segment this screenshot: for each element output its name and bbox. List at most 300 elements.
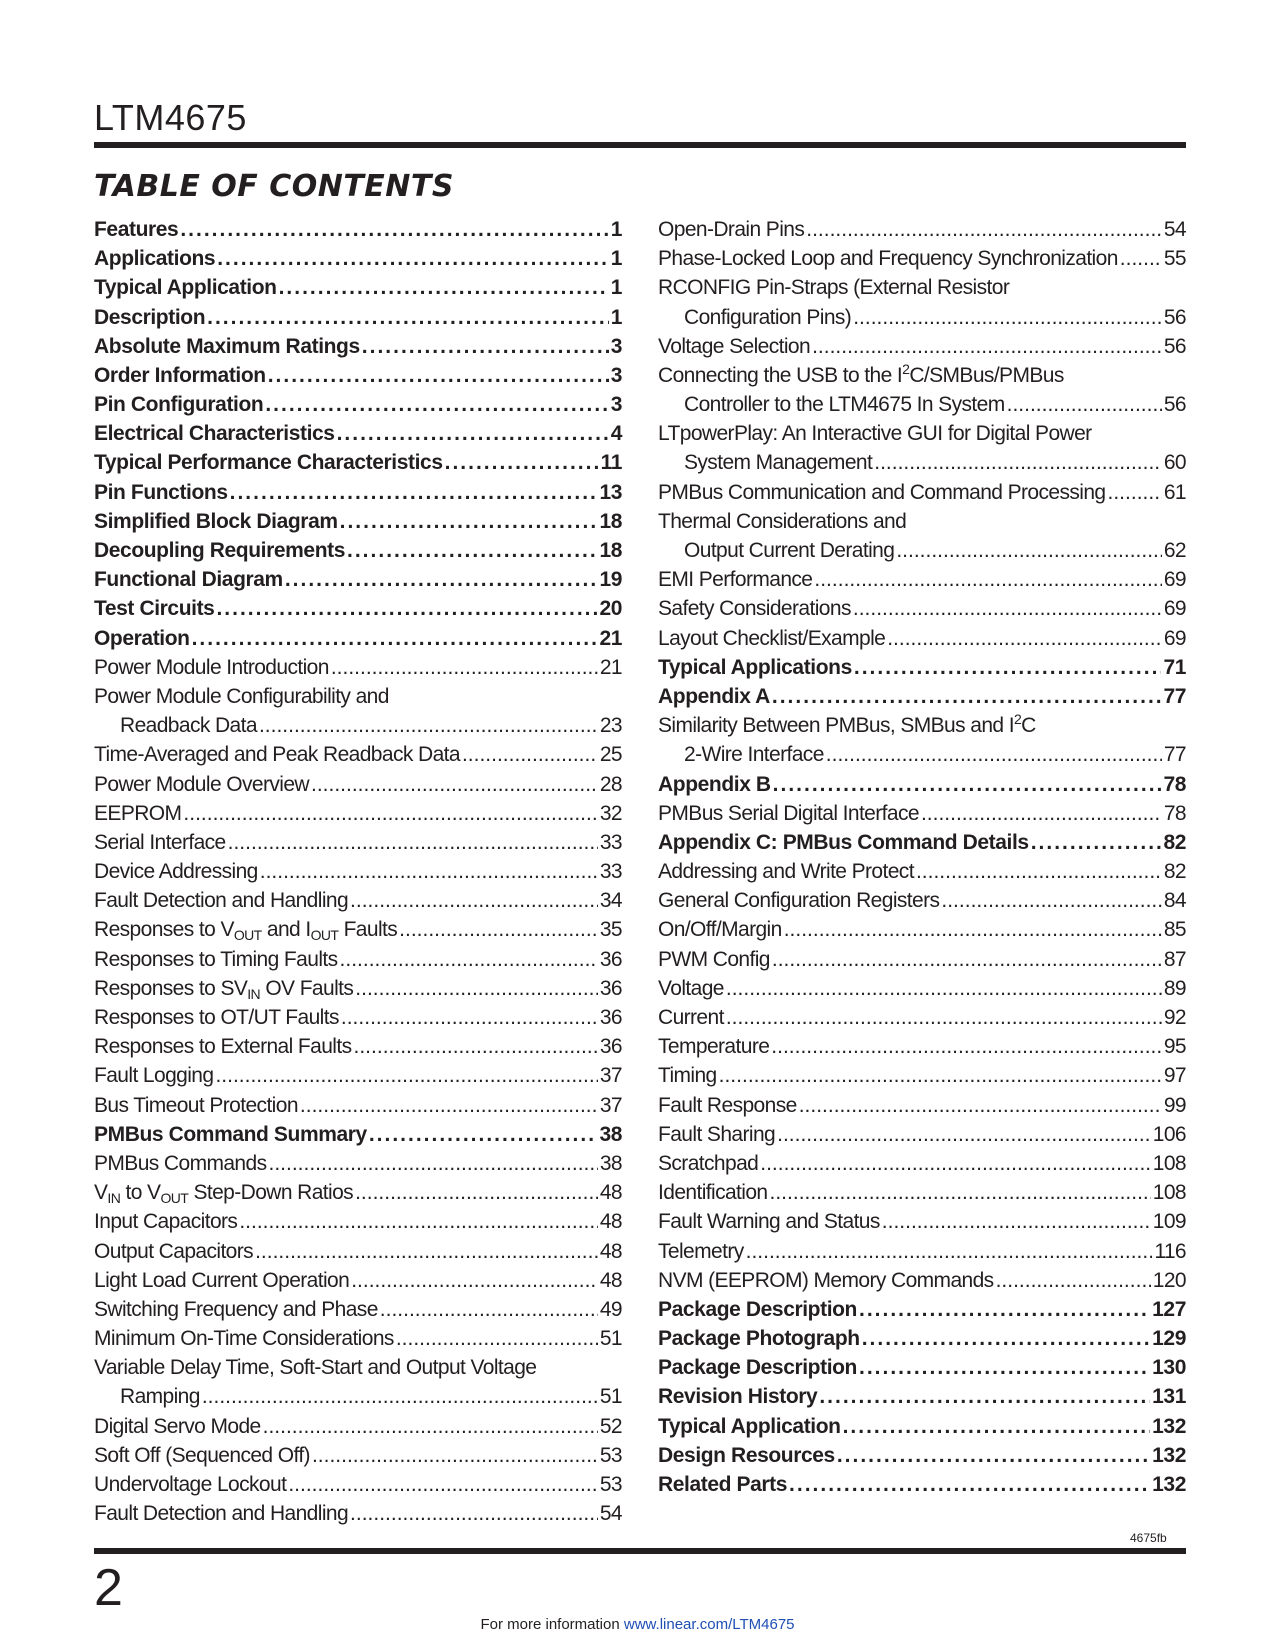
toc-entry-page: 99 xyxy=(1163,1093,1186,1117)
toc-entry-page: 56 xyxy=(1163,305,1186,329)
toc-entry[interactable] xyxy=(658,565,1186,594)
toc-entry-page: 127 xyxy=(1152,1297,1186,1321)
toc-entry-page: 33 xyxy=(599,830,622,854)
toc-entry-page: 82 xyxy=(1163,830,1186,854)
toc-entry-page: 87 xyxy=(1163,947,1186,971)
toc-leader-dots xyxy=(207,303,609,332)
toc-entry-title: Power Module Overview xyxy=(94,772,309,796)
toc-entry-page: 62 xyxy=(1163,539,1186,563)
toc-entry-title: Fault Logging xyxy=(94,1064,214,1088)
toc-entry[interactable] xyxy=(94,244,622,273)
toc-entry-title: Responses to External Faults xyxy=(94,1035,352,1059)
toc-entry[interactable] xyxy=(94,770,622,799)
toc-entry-title: Telemetry xyxy=(658,1239,744,1263)
toc-entry-title: Responses to Timing Faults xyxy=(94,947,338,971)
toc-entry-title: Description xyxy=(94,305,206,329)
toc-leader-dots xyxy=(1031,828,1162,857)
toc-entry-title: Undervoltage Lockout xyxy=(94,1473,287,1497)
toc-leader-dots xyxy=(285,565,598,594)
toc-leader-dots xyxy=(853,594,1162,623)
toc-leader-dots xyxy=(268,361,609,390)
toc-entry[interactable] xyxy=(658,1178,1186,1207)
footer-link[interactable]: www.linear.com/LTM4675 xyxy=(623,1616,795,1633)
toc-entry-title: Power Module Configurability and xyxy=(94,684,389,708)
toc-entry[interactable] xyxy=(658,303,1186,332)
toc-entry-page: 20 xyxy=(599,597,622,621)
toc-entry[interactable] xyxy=(94,215,622,244)
toc-leader-dots xyxy=(814,565,1161,594)
toc-entry[interactable] xyxy=(94,740,622,769)
toc-leader-dots xyxy=(215,1061,597,1090)
toc-entry[interactable] xyxy=(94,419,622,448)
toc-entry[interactable] xyxy=(94,1470,622,1499)
toc-entry-title: Layout Checklist/Example xyxy=(658,626,886,650)
toc-entry-title: Readback Data xyxy=(120,714,257,738)
toc-entry[interactable] xyxy=(658,624,1186,653)
toc-entry-title: PMBus Command Summary xyxy=(94,1122,367,1146)
toc-entry[interactable] xyxy=(94,361,622,390)
toc-entry-page: 3 xyxy=(610,334,622,358)
toc-entry[interactable] xyxy=(94,828,622,857)
toc-entry[interactable] xyxy=(94,1412,622,1441)
toc-entry-title: Features xyxy=(94,217,179,241)
toc-entry[interactable] xyxy=(94,624,622,653)
toc-entry[interactable] xyxy=(658,215,1186,244)
toc-entry-title: Switching Frequency and Phase xyxy=(94,1297,378,1321)
toc-entry-title: Responses to $V_{OUT}$ and $I_{OUT}$ Faults xyxy=(94,918,398,944)
toc-leader-dots xyxy=(859,1295,1150,1324)
toc-leader-dots xyxy=(726,1003,1162,1032)
toc-entry[interactable] xyxy=(658,1470,1186,1499)
toc-entry-page: 77 xyxy=(1163,743,1186,767)
toc-leader-dots xyxy=(1007,390,1162,419)
toc-entry-title: Functional Diagram xyxy=(94,568,283,592)
toc-entry[interactable] xyxy=(94,1207,622,1236)
toc-entry-title: Typical Applications xyxy=(658,655,852,679)
toc-entry[interactable] xyxy=(94,1032,622,1061)
toc-entry-title: Digital Servo Mode xyxy=(94,1414,261,1438)
toc-entry-title: Current xyxy=(658,1006,724,1030)
toc-entry-page: 56 xyxy=(1163,334,1186,358)
document-revision-id: 4675fb xyxy=(1130,1531,1167,1545)
toc-entry-title: Appendix C: PMBus Command Details xyxy=(658,830,1029,854)
toc-leader-dots xyxy=(862,1324,1150,1353)
toc-entry[interactable] xyxy=(658,1032,1186,1061)
toc-entry-title: Fault Warning and Status xyxy=(658,1210,880,1234)
toc-entry xyxy=(658,507,1186,536)
toc-entry-page: 48 xyxy=(599,1181,622,1205)
toc-entry[interactable] xyxy=(94,945,622,974)
toc-entry[interactable] xyxy=(94,390,622,419)
toc-entry-title: Package Description xyxy=(658,1356,857,1380)
toc-entry-title: Responses to $SV_{IN}$ OV Faults xyxy=(94,976,354,1002)
toc-entry[interactable] xyxy=(94,449,622,478)
toc-entry-page: 36 xyxy=(599,947,622,971)
toc-leader-dots xyxy=(260,857,598,886)
toc-entry[interactable] xyxy=(658,770,1186,799)
toc-leader-dots xyxy=(217,244,609,273)
toc-entry-title: Simplified Block Diagram xyxy=(94,509,338,533)
toc-entry-title: Configuration Pins) xyxy=(684,305,852,329)
toc-entry[interactable] xyxy=(658,1295,1186,1324)
toc-entry-title: Operation xyxy=(94,626,190,650)
toc-entry-page: 25 xyxy=(599,743,622,767)
toc-leader-dots xyxy=(853,303,1162,332)
toc-entry-title: PMBus Communication and Command Processing xyxy=(658,480,1106,504)
toc-entry[interactable] xyxy=(658,857,1186,886)
toc-entry[interactable] xyxy=(658,1091,1186,1120)
toc-entry-page: 3 xyxy=(610,393,622,417)
toc-entry-page: 28 xyxy=(599,772,622,796)
toc-entry[interactable] xyxy=(658,886,1186,915)
toc-entry-title: Package Description xyxy=(658,1297,857,1321)
toc-entry-title: Input Capacitors xyxy=(94,1210,238,1234)
toc-leader-dots xyxy=(784,915,1162,944)
toc-entry[interactable] xyxy=(94,536,622,565)
toc-entry-page: 78 xyxy=(1163,801,1186,825)
toc-entry[interactable] xyxy=(658,478,1186,507)
toc-entry[interactable] xyxy=(94,916,622,945)
footer-more-info-text: For more information xyxy=(480,1616,620,1633)
toc-entry[interactable] xyxy=(658,1003,1186,1032)
toc-entry-title: Design Resources xyxy=(658,1443,835,1467)
toc-entry-title: Device Addressing xyxy=(94,860,258,884)
toc-entry-page: 18 xyxy=(599,509,622,533)
toc-entry[interactable] xyxy=(658,1149,1186,1178)
toc-entry-page: 13 xyxy=(599,480,622,504)
toc-entry-page: 32 xyxy=(599,801,622,825)
toc-entry[interactable] xyxy=(658,974,1186,1003)
toc-entry[interactable] xyxy=(94,1383,622,1412)
toc-entry-page: 106 xyxy=(1152,1122,1186,1146)
toc-leader-dots xyxy=(288,1470,598,1499)
toc-entry-page: 51 xyxy=(599,1327,622,1351)
toc-entry-title: Order Information xyxy=(94,363,266,387)
toc-entry xyxy=(658,711,1186,740)
toc-leader-dots xyxy=(837,1441,1150,1470)
toc-entry-page: 11 xyxy=(600,451,622,475)
toc-entry-title: Output Current Derating xyxy=(684,539,895,563)
toc-entry-page: 61 xyxy=(1163,480,1186,504)
toc-entry-page: 38 xyxy=(599,1122,622,1146)
toc-leader-dots xyxy=(230,478,598,507)
toc-entry[interactable] xyxy=(94,1003,622,1032)
toc-entry[interactable] xyxy=(658,1383,1186,1412)
toc-entry[interactable] xyxy=(658,594,1186,623)
toc-leader-dots xyxy=(350,886,598,915)
toc-entry[interactable] xyxy=(658,244,1186,273)
toc-leader-dots xyxy=(396,1324,598,1353)
toc-entry-title: Fault Sharing xyxy=(658,1122,776,1146)
toc-entry[interactable] xyxy=(94,1178,622,1207)
toc-entry-page: 18 xyxy=(599,539,622,563)
toc-leader-dots xyxy=(337,419,609,448)
toc-entry-page: 108 xyxy=(1152,1181,1186,1205)
toc-entry-title: Similarity Between PMBus, SMBus and $I^2C$ xyxy=(658,711,1036,738)
toc-entry-title: $V_{IN}$ to $V_{OUT}$ Step-Down Ratios xyxy=(94,1181,354,1207)
toc-entry-page: 1 xyxy=(610,247,622,271)
toc-entry[interactable] xyxy=(658,1237,1186,1266)
toc-entry-page: 78 xyxy=(1163,772,1186,796)
toc-entry-title: Minimum On-Time Considerations xyxy=(94,1327,394,1351)
toc-entry-page: 3 xyxy=(610,363,622,387)
toc-entry-title: PWM Config xyxy=(658,947,770,971)
toc-leader-dots xyxy=(726,974,1162,1003)
toc-entry-page: 49 xyxy=(599,1297,622,1321)
toc-entry-title: On/Off/Margin xyxy=(658,918,782,942)
toc-entry[interactable] xyxy=(94,1061,622,1090)
toc-leader-dots xyxy=(265,390,608,419)
toc-leader-dots xyxy=(874,448,1162,477)
toc-leader-dots xyxy=(180,215,608,244)
toc-entry-title: Appendix A xyxy=(658,684,770,708)
toc-entry-page: 95 xyxy=(1163,1035,1186,1059)
toc-entry-page: 51 xyxy=(599,1385,622,1409)
toc-entry-title: Timing xyxy=(658,1064,717,1088)
toc-entry[interactable] xyxy=(94,711,622,740)
toc-entry-title: Typical Performance Characteristics xyxy=(94,451,443,475)
toc-entry-title: Power Module Introduction xyxy=(94,655,329,679)
toc-leader-dots xyxy=(300,1091,598,1120)
toc-entry-page: 1 xyxy=(610,217,622,241)
toc-entry-title: Time-Averaged and Peak Readback Data xyxy=(94,743,460,767)
toc-entry-page: 48 xyxy=(599,1210,622,1234)
toc-leader-dots xyxy=(259,711,598,740)
toc-entry-title: Addressing and Write Protect xyxy=(658,860,914,884)
toc-entry[interactable] xyxy=(94,1149,622,1178)
toc-entry-title: Related Parts xyxy=(658,1473,788,1497)
toc-entry-page: 77 xyxy=(1163,684,1186,708)
toc-entry-title: Bus Timeout Protection xyxy=(94,1093,298,1117)
toc-entry xyxy=(94,1353,622,1382)
toc-right-column xyxy=(658,215,1186,1499)
toc-entry-page: 36 xyxy=(599,976,622,1000)
toc-leader-dots xyxy=(369,1120,598,1149)
toc-leader-dots xyxy=(996,1266,1151,1295)
toc-entry[interactable] xyxy=(658,682,1186,711)
toc-entry xyxy=(94,682,622,711)
toc-entry-title: Typical Application xyxy=(658,1414,841,1438)
toc-entry-page: 53 xyxy=(599,1443,622,1467)
toc-entry-title: Fault Detection and Handling xyxy=(94,1502,349,1526)
toc-leader-dots xyxy=(826,740,1162,769)
toc-leader-dots xyxy=(799,1091,1162,1120)
toc-entry[interactable] xyxy=(94,857,622,886)
toc-entry-page: 129 xyxy=(1152,1327,1186,1351)
toc-entry-page: 48 xyxy=(599,1268,622,1292)
toc-entry-title: Typical Application xyxy=(94,276,277,300)
toc-entry[interactable] xyxy=(94,1295,622,1324)
toc-leader-dots xyxy=(354,1032,598,1061)
toc-entry-page: 21 xyxy=(599,655,622,679)
toc-entry[interactable] xyxy=(94,594,622,623)
toc-entry[interactable] xyxy=(658,1412,1186,1441)
toc-leader-dots xyxy=(341,1003,598,1032)
toc-entry-title: Applications xyxy=(94,247,216,271)
toc-entry-page: 132 xyxy=(1152,1414,1186,1438)
toc-entry[interactable] xyxy=(94,1091,622,1120)
toc-entry[interactable] xyxy=(94,332,622,361)
toc-leader-dots xyxy=(347,536,597,565)
toc-leader-dots xyxy=(279,273,609,302)
toc-entry[interactable] xyxy=(658,916,1186,945)
toc-entry-title: Appendix B xyxy=(658,772,771,796)
toc-entry[interactable] xyxy=(658,653,1186,682)
toc-entry[interactable] xyxy=(94,303,622,332)
toc-entry-title: Variable Delay Time, Soft-Start and Output Voltage xyxy=(94,1356,537,1380)
toc-entry-title: Electrical Characteristics xyxy=(94,422,335,446)
toc-entry-page: 23 xyxy=(599,714,622,738)
toc-leader-dots xyxy=(183,799,597,828)
toc-entry-page: 84 xyxy=(1163,889,1186,913)
toc-entry-title: Controller to the LTM4675 In System xyxy=(684,393,1005,417)
toc-entry-page: 33 xyxy=(599,860,622,884)
toc-leader-dots xyxy=(772,945,1162,974)
toc-entry-title: Absolute Maximum Ratings xyxy=(94,334,360,358)
toc-entry[interactable] xyxy=(658,1061,1186,1090)
toc-entry[interactable] xyxy=(94,1237,622,1266)
toc-entry-title: Responses to OT/UT Faults xyxy=(94,1006,339,1030)
toc-leader-dots xyxy=(340,507,598,536)
toc-entry-page: 108 xyxy=(1152,1151,1186,1175)
toc-leader-dots xyxy=(1120,244,1162,273)
toc-entry-title: Test Circuits xyxy=(94,597,215,621)
toc-leader-dots xyxy=(916,857,1162,886)
toc-entry-page: 1 xyxy=(610,276,622,300)
toc-entry[interactable] xyxy=(658,799,1186,828)
toc-leader-dots xyxy=(228,828,598,857)
toc-leader-dots xyxy=(921,799,1162,828)
toc-leader-dots xyxy=(854,653,1162,682)
toc-entry[interactable] xyxy=(658,449,1186,478)
toc-left-column xyxy=(94,215,622,1528)
toc-entry-page: 54 xyxy=(599,1502,622,1526)
toc-entry-page: 132 xyxy=(1152,1443,1186,1467)
toc-entry-page: 132 xyxy=(1152,1473,1186,1497)
toc-entry[interactable] xyxy=(94,886,622,915)
toc-leader-dots xyxy=(941,886,1161,915)
toc-leader-dots xyxy=(719,1061,1162,1090)
toc-leader-dots xyxy=(263,1412,598,1441)
toc-leader-dots xyxy=(843,1412,1151,1441)
toc-entry[interactable] xyxy=(658,390,1186,419)
toc-entry[interactable] xyxy=(658,1207,1186,1236)
toc-leader-dots xyxy=(1108,478,1162,507)
toc-entry[interactable] xyxy=(94,507,622,536)
toc-leader-dots xyxy=(445,448,599,477)
toc-entry[interactable] xyxy=(658,536,1186,565)
toc-entry-title: Voltage xyxy=(658,976,724,1000)
toc-leader-dots xyxy=(773,770,1162,799)
footer-rule xyxy=(94,1548,1186,1554)
toc-leader-dots xyxy=(216,594,597,623)
toc-entry-title: Serial Interface xyxy=(94,830,226,854)
toc-entry[interactable] xyxy=(658,1120,1186,1149)
toc-entry[interactable] xyxy=(94,1266,622,1295)
toc-entry-page: 71 xyxy=(1163,655,1186,679)
toc-entry[interactable] xyxy=(94,1441,622,1470)
toc-entry-title: Package Photograph xyxy=(658,1327,860,1351)
toc-entry-page: 89 xyxy=(1163,976,1186,1000)
toc-entry-title: Pin Configuration xyxy=(94,393,264,417)
toc-leader-dots xyxy=(771,1032,1162,1061)
toc-leader-dots xyxy=(331,653,598,682)
toc-entry[interactable] xyxy=(94,565,622,594)
toc-entry-page: 55 xyxy=(1163,247,1186,271)
toc-entry-title: Fault Detection and Handling xyxy=(94,889,349,913)
toc-leader-dots xyxy=(255,1237,598,1266)
toc-entry-title: Scratchpad xyxy=(658,1151,759,1175)
toc-entry xyxy=(658,361,1186,390)
toc-leader-dots xyxy=(896,536,1162,565)
toc-leader-dots xyxy=(882,1207,1151,1236)
toc-entry-title: System Management xyxy=(684,451,873,475)
toc-leader-dots xyxy=(812,332,1162,361)
toc-leader-dots xyxy=(312,1441,598,1470)
page-number: 2 xyxy=(94,1559,123,1617)
toc-entry[interactable] xyxy=(94,653,622,682)
toc-entry-title: Identification xyxy=(658,1181,768,1205)
toc-entry[interactable] xyxy=(94,799,622,828)
toc-entry[interactable] xyxy=(658,1441,1186,1470)
toc-entry-title: Thermal Considerations and xyxy=(658,509,907,533)
toc-leader-dots xyxy=(772,682,1162,711)
toc-entry[interactable] xyxy=(94,1120,622,1149)
toc-entry-title: Phase-Locked Loop and Frequency Synchronization xyxy=(658,247,1118,271)
toc-entry-page: 36 xyxy=(599,1006,622,1030)
toc-entry[interactable] xyxy=(658,1353,1186,1382)
toc-entry-title: 2-Wire Interface xyxy=(684,743,824,767)
toc-entry[interactable] xyxy=(94,273,622,302)
toc-entry-page: 69 xyxy=(1163,626,1186,650)
section-title: TABLE OF CONTENTS xyxy=(94,169,454,204)
toc-leader-dots xyxy=(789,1470,1150,1499)
toc-leader-dots xyxy=(777,1120,1151,1149)
toc-leader-dots xyxy=(819,1382,1150,1411)
toc-entry-title: LTpowerPlay: An Interactive GUI for Digital Power xyxy=(658,422,1092,446)
toc-entry-page: 48 xyxy=(599,1239,622,1263)
toc-entry[interactable] xyxy=(658,1324,1186,1353)
toc-leader-dots xyxy=(269,1149,598,1178)
toc-entry-page: 37 xyxy=(599,1093,622,1117)
toc-entry[interactable] xyxy=(658,740,1186,769)
toc-entry-page: 97 xyxy=(1163,1064,1186,1088)
toc-entry-title: Open-Drain Pins xyxy=(658,217,805,241)
toc-entry[interactable] xyxy=(658,828,1186,857)
toc-leader-dots xyxy=(311,770,598,799)
toc-leader-dots xyxy=(806,215,1162,244)
toc-entry[interactable] xyxy=(658,945,1186,974)
toc-entry-title: General Configuration Registers xyxy=(658,889,940,913)
toc-entry-title: Revision History xyxy=(658,1385,818,1409)
toc-leader-dots xyxy=(192,624,598,653)
toc-entry-page: 109 xyxy=(1152,1210,1186,1234)
toc-leader-dots xyxy=(202,1382,598,1411)
toc-entry[interactable] xyxy=(658,332,1186,361)
toc-entry[interactable] xyxy=(94,1324,622,1353)
toc-leader-dots xyxy=(462,740,598,769)
toc-entry-title: Fault Response xyxy=(658,1093,797,1117)
toc-entry[interactable] xyxy=(94,1499,622,1528)
toc-entry[interactable] xyxy=(658,1266,1186,1295)
toc-leader-dots xyxy=(859,1353,1150,1382)
toc-entry-page: 82 xyxy=(1163,860,1186,884)
toc-entry-title: Safety Considerations xyxy=(658,597,851,621)
toc-entry[interactable] xyxy=(94,974,622,1003)
toc-entry-page: 85 xyxy=(1163,918,1186,942)
toc-leader-dots xyxy=(887,624,1162,653)
toc-entry[interactable] xyxy=(94,478,622,507)
